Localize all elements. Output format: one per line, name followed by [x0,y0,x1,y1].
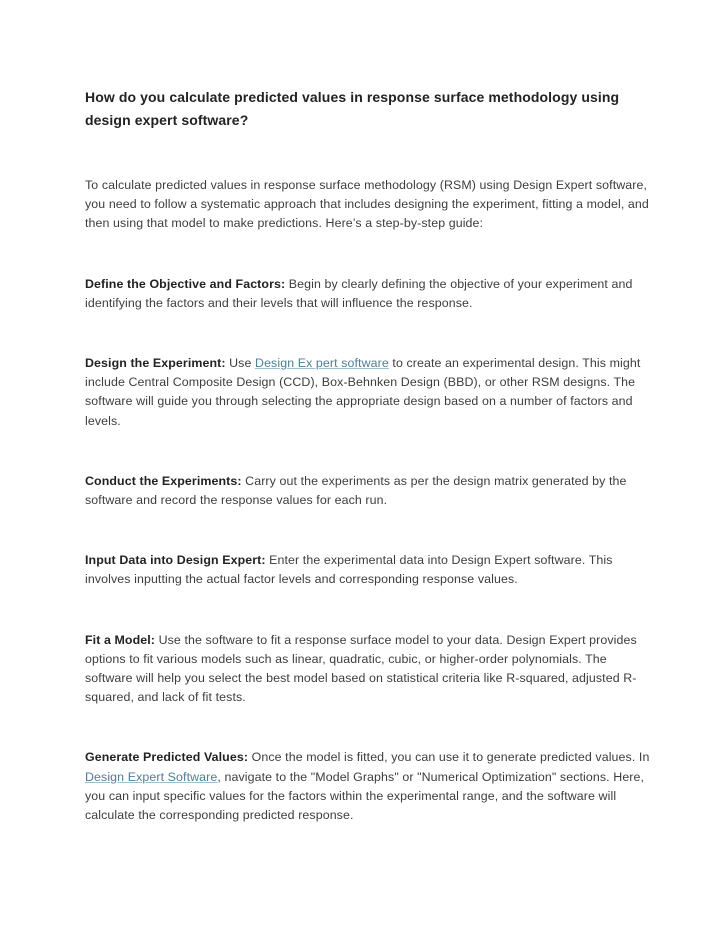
paragraph-text: Begin by clearly defining the objective of your experiment and identifying the factors and their levels that will influence the response. [85,276,633,310]
intro-paragraph [85,176,653,234]
step-heading: Design the Experiment: [85,356,226,371]
paragraph-text: To calculate predicted values in response surface methodology (RSM) using Design Expert software, you need to follow a systematic approach that includes designing the experiment, fitting a model, and then using that model to make predictions. Here’s a step-by-step guide: [85,178,649,231]
step-heading: Generate Predicted Values: [85,750,249,765]
paragraph-text: Carry out the experiments as per the design matrix generated by the software and record the response values for each run. [85,473,627,508]
step-design-the-experiment [85,354,653,431]
step-conduct-the-experiments [85,472,653,510]
step-generate-predicted-values [85,748,653,825]
paragraph-text: to create an experimental design. This might include Central Composite Design (CCD), Box-Behnken Design (BBD), or other RSM designs. The software will guide you through selecting the appropriate design based on a number of factors and levels. [85,356,641,428]
step-heading: Input Data into Design Expert: [85,553,266,568]
page-title: How do you calculate predicted values in response surface methodology using design expert software? [85,89,620,128]
step-heading: Define the Objective and Factors: [85,276,286,291]
paragraph-list [85,176,653,825]
paragraph-text: Once the model is fitted, you can use it to generate predicted values. In [248,750,650,765]
step-define-objective-and-factors [85,275,653,313]
step-heading: Fit a Model: [85,632,156,647]
inline-hyperlink[interactable]: Design Ex pert software [255,356,389,371]
paragraph-text: , navigate to the "Model Graphs" or "Numerical Optimization" sections. Here, you can input specific values for the factors within the experimental range, and the software will calculate the corresponding predicted response. [85,769,645,823]
step-input-data-into-design-expert [85,551,653,589]
document-content [85,86,653,825]
paragraph-text: Use [225,356,256,371]
step-fit-a-model [85,631,653,708]
paragraph-text: Enter the experimental data into Design Expert software. This involves inputting the actual factor levels and corresponding response values. [85,553,613,587]
inline-hyperlink[interactable]: Design Expert Software [85,769,218,784]
paragraph-text: Use the software to fit a response surface model to your data. Design Expert provides options to fit various models such as linear, quadratic, cubic, or higher-order polynomials. The software will help you select the best model based on statistical criteria like R-squared, adjusted R-squared, and lack of fit tests. [85,632,637,705]
step-heading: Conduct the Experiments: [85,473,242,488]
